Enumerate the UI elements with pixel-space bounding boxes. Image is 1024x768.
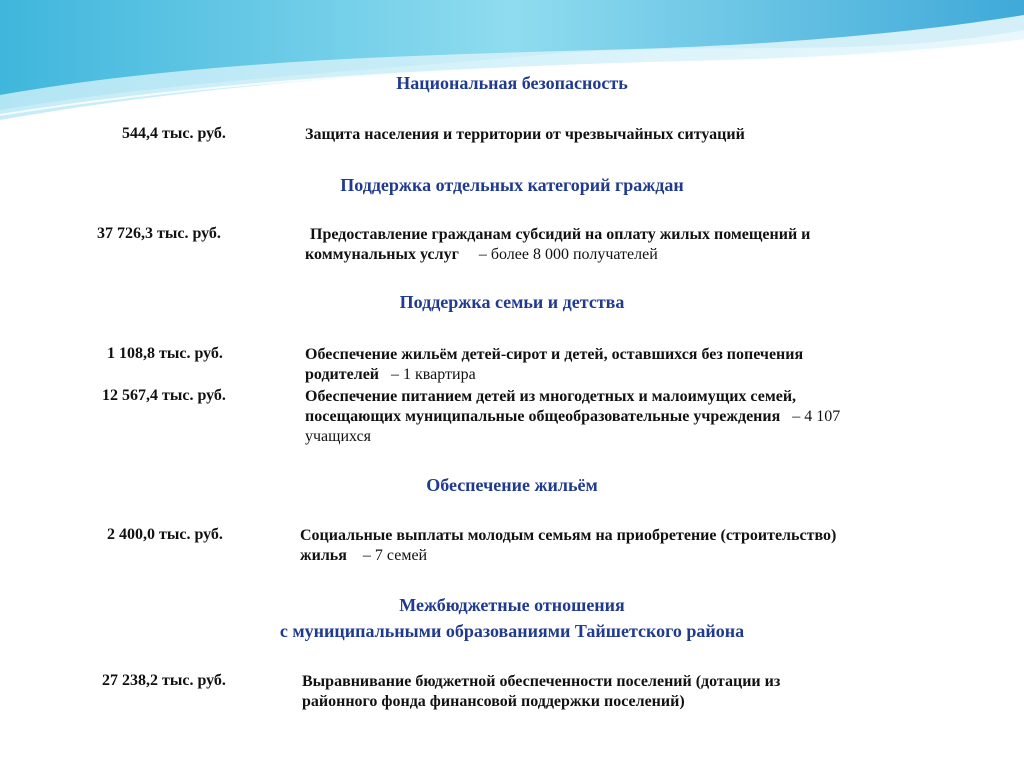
description-line: жилья — [300, 547, 347, 564]
description-line: Выравнивание бюджетной обеспеченности поселений (дотации из — [302, 673, 781, 690]
amount: 1 108,8 тыс. руб. — [107, 345, 223, 362]
description-line: Защита населения и территории от чрезвычайных ситуаций — [305, 126, 745, 143]
section-heading: Обеспечение жильём — [426, 475, 598, 495]
description-line: коммунальных услуг — [305, 246, 459, 263]
amount: 37 726,3 тыс. руб. — [97, 225, 221, 242]
section-heading: Межбюджетные отношения — [399, 595, 625, 615]
description-note: – 4 107 — [792, 408, 841, 425]
description-line: районного фонда финансовой поддержки поселений) — [302, 693, 685, 710]
item-description — [305, 387, 840, 447]
description-line: Обеспечение питанием детей из многодетных и малоимущих семей, — [305, 388, 797, 405]
description-line: Социальные выплаты молодым семьям на приобретение (строительство) — [300, 527, 837, 544]
amount: 2 400,0 тыс. руб. — [107, 526, 223, 543]
item-description — [302, 672, 780, 712]
item-description — [305, 125, 745, 145]
amount: 544,4 тыс. руб. — [122, 125, 226, 142]
description-note: – 1 квартира — [391, 366, 476, 383]
description-note: – 7 семей — [362, 547, 428, 564]
description-note: – более 8 000 получателей — [478, 246, 658, 263]
section-heading: Поддержка семьи и детства — [399, 292, 625, 312]
section-heading: Национальная безопасность — [396, 73, 628, 93]
description-line: Предоставление гражданам субсидий на оплату жилых помещений и — [310, 226, 811, 243]
section-subheading: с муниципальными образованиями Тайшетского района — [279, 621, 745, 641]
decorative-wave-banner — [0, 0, 1024, 130]
amount: 27 238,2 тыс. руб. — [102, 672, 226, 689]
item-description — [305, 225, 810, 265]
description-note: учащихся — [305, 428, 372, 445]
section-heading: Поддержка отдельных категорий граждан — [340, 175, 684, 195]
item-description — [305, 345, 803, 385]
item-description — [300, 526, 836, 566]
description-line: посещающих муниципальные общеобразовательные учреждения — [305, 408, 781, 425]
amount: 12 567,4 тыс. руб. — [102, 387, 226, 404]
description-line: родителей — [305, 366, 380, 383]
description-line: Обеспечение жильём детей-сирот и детей, оставшихся без попечения — [305, 346, 804, 363]
